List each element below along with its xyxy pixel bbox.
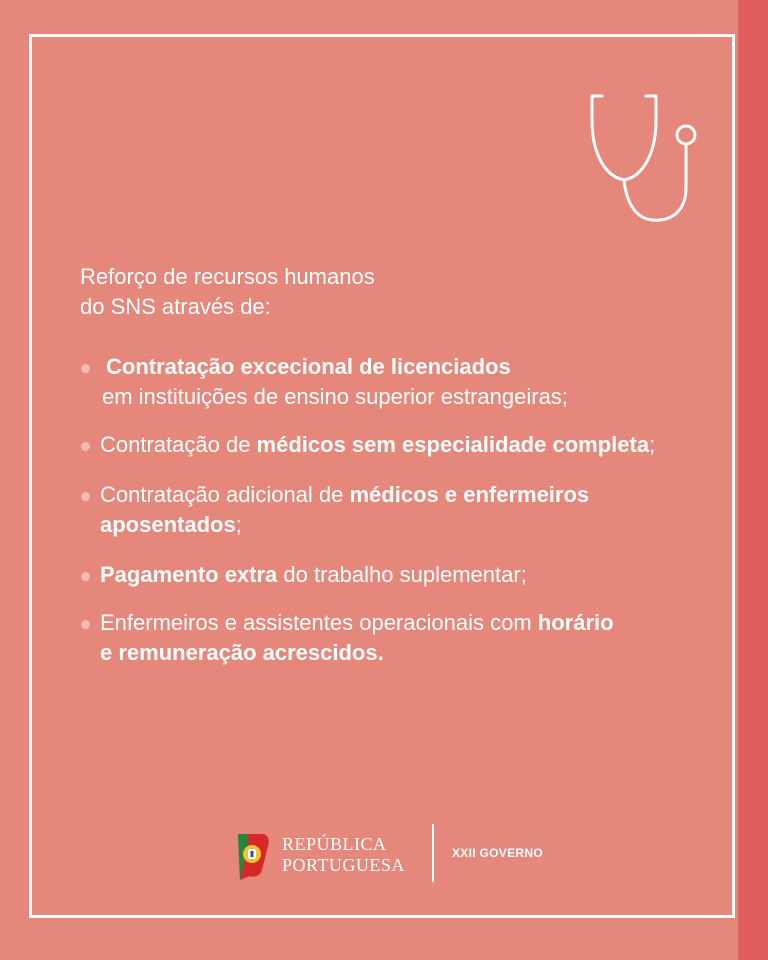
item-1-bold: Contratação excecional de licenciados xyxy=(106,354,511,379)
item-5-bold-2: e remuneração acrescidos. xyxy=(100,640,384,665)
item-3-end: ; xyxy=(235,512,242,537)
intro-text xyxy=(80,262,640,322)
list-item xyxy=(78,480,718,540)
government-logo xyxy=(232,824,562,884)
item-2-bold: médicos sem especialidade completa xyxy=(256,432,650,457)
list-item xyxy=(78,608,718,668)
bullet-dot xyxy=(81,442,90,451)
bullet-dot xyxy=(81,364,90,373)
side-stripe xyxy=(738,0,768,960)
item-3-bold: médicos e enfermeiros xyxy=(349,482,590,507)
bullet-dot xyxy=(81,620,90,629)
republica-text: REPÚBLICA xyxy=(282,834,387,854)
bullet-dot xyxy=(81,572,90,581)
item-1-text: em instituições de ensino superior estrangeiras; xyxy=(102,384,568,409)
intro-line-2: do SNS através de: xyxy=(80,294,271,319)
stethoscope-icon xyxy=(582,90,704,230)
item-5-text: Enfermeiros e assistentes operacionais com xyxy=(100,610,538,635)
logo-divider xyxy=(432,824,434,882)
item-2-text: Contratação de xyxy=(100,432,257,457)
portugal-shield-icon xyxy=(232,830,272,882)
item-3-bold-2: aposentados xyxy=(100,512,236,537)
list-item xyxy=(78,352,718,412)
bullet-dot xyxy=(81,492,90,501)
government-label: XXII GOVERNO xyxy=(452,846,543,860)
intro-line-1: Reforço de recursos humanos xyxy=(80,264,375,289)
item-3-text: Contratação adicional de xyxy=(100,482,350,507)
portuguesa-text: PORTUGUESA xyxy=(282,855,405,875)
item-4-text: do trabalho suplementar; xyxy=(277,562,527,587)
item-5-bold: horário xyxy=(537,610,614,635)
item-2-end: ; xyxy=(649,432,656,457)
item-4-bold: Pagamento extra xyxy=(100,562,278,587)
list-item xyxy=(78,560,718,590)
list-item xyxy=(78,430,718,460)
